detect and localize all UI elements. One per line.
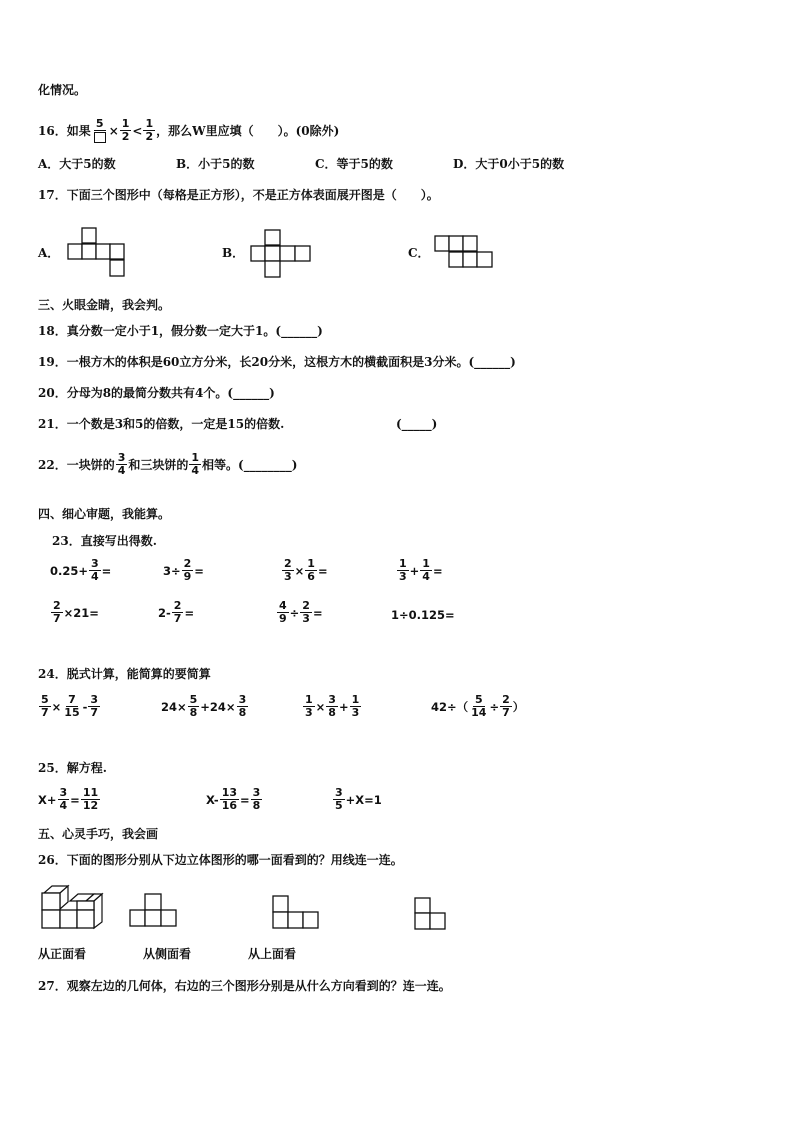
question-24-title: 24．脱式计算，能简算的要简算 bbox=[38, 667, 211, 681]
question-25-title: 25．解方程. bbox=[38, 761, 107, 775]
question-20: 20．分母为8的最简分数共有4个。(______) bbox=[38, 386, 275, 400]
q16-option-a: A．大于5的数 bbox=[38, 157, 116, 171]
q22-fraction-1: $\frac{3}{4}$ bbox=[117, 451, 126, 477]
q16-suffix: ，那么W里应填（ ）。(0除外) bbox=[156, 123, 340, 138]
q17-label-a: A． bbox=[38, 246, 60, 260]
q25-equation-1: X+ $\frac{3}{4}$ = $\frac{11}{12}$ bbox=[38, 786, 99, 812]
front-view-figure bbox=[130, 894, 176, 926]
question-17: 17．下面三个图形中（每格是正方形），不是正方体表面展开图是（ ）。 bbox=[38, 188, 439, 202]
q23-expr-4: $\frac{1}{3}$ + $\frac{1}{4}$ = bbox=[399, 557, 443, 583]
q16-fraction-2: $\frac{1}{2}$ bbox=[121, 117, 130, 143]
view-label-top: 从上面看 bbox=[248, 947, 297, 961]
q16-prefix: 16．如果 bbox=[38, 123, 91, 138]
q23-expr-8: 1÷0.125= bbox=[391, 608, 455, 622]
question-21: 21．一个数是3和5的倍数，一定是15的倍数. bbox=[38, 417, 285, 431]
question-23-title: 23．直接写出得数. bbox=[52, 534, 157, 548]
q23-expr-5: $\frac{2}{7}$ ×21= bbox=[53, 599, 99, 625]
side-view-figure bbox=[273, 896, 318, 928]
q22-fraction-2: $\frac{1}{4}$ bbox=[191, 451, 200, 477]
q25-equation-3: $\frac{3}{5}$ +X=1 bbox=[335, 786, 382, 812]
q23-expr-2: 3÷ $\frac{2}{9}$ = bbox=[163, 557, 204, 583]
q23-expr-3: $\frac{2}{3}$ × $\frac{1}{6}$ = bbox=[284, 557, 328, 583]
top-view-figure bbox=[415, 898, 445, 929]
view-label-front: 从正面看 bbox=[38, 947, 87, 961]
question-22: 22．一块饼的 $\frac{3}{4}$ 和三块饼的 $\frac{1}{4}$ 相等。(________) bbox=[38, 451, 298, 477]
section-4-heading: 四、细心审题，我能算。 bbox=[38, 507, 171, 521]
q23-expr-7: $\frac{4}{9}$ ÷ $\frac{2}{3}$ = bbox=[279, 599, 323, 625]
q24-expr-3: $\frac{1}{3}$ × $\frac{3}{8}$ + $\frac{1}{3}$ bbox=[305, 693, 360, 719]
q17-label-b: B． bbox=[222, 246, 245, 260]
solid-figure bbox=[42, 886, 102, 928]
question-16: 16．如果 5 × $\frac{1}{2}$ < $\frac{1}{2}$ ，那么W里应填（ ）。(0除外) bbox=[38, 117, 340, 143]
section-5-heading: 五、心灵手巧，我会画 bbox=[38, 827, 159, 841]
q24-expr-1: $\frac{5}{7}$ × $\frac{7}{15}$ - $\frac{3}{7}$ bbox=[41, 693, 99, 719]
q24-expr-4: 42÷（ $\frac{5}{14}$ ÷ $\frac{2}{7}$ ） bbox=[431, 693, 525, 719]
q17-label-c: C． bbox=[408, 246, 430, 260]
question-18: 18．真分数一定小于1，假分数一定大于1。(______) bbox=[38, 324, 323, 338]
q23-expr-6: 2- $\frac{2}{7}$ = bbox=[158, 599, 195, 625]
continued-text: 化情况。 bbox=[38, 83, 87, 97]
q16-option-d: D．大于0小于5的数 bbox=[453, 157, 565, 171]
question-19: 19．一根方木的体积是60立方分米，长20分米，这根方木的横截面积是3分米。(______) bbox=[38, 355, 516, 369]
q21-answer-blank: (_____) bbox=[396, 417, 438, 431]
q24-expr-2: 24× $\frac{5}{8}$ +24× $\frac{3}{8}$ bbox=[161, 693, 247, 719]
q16-option-b: B．小于5的数 bbox=[176, 157, 255, 171]
question-27: 27．观察左边的几何体，右边的三个图形分别是从什么方向看到的？连一连。 bbox=[38, 979, 451, 993]
q25-equation-2: X- $\frac{13}{16}$ = $\frac{3}{8}$ bbox=[206, 786, 261, 812]
section-3-heading: 三、火眼金睛，我会判。 bbox=[38, 298, 171, 312]
q16-fraction-1: 5 bbox=[92, 118, 108, 143]
q16-option-c: C．等于5的数 bbox=[315, 157, 393, 171]
view-label-side: 从侧面看 bbox=[143, 947, 192, 961]
question-26: 26．下面的图形分别从下边立体图形的哪一面看到的？用线连一连。 bbox=[38, 853, 403, 867]
q16-fraction-3: $\frac{1}{2}$ bbox=[145, 117, 154, 143]
q23-expr-1: 0.25+ $\frac{3}{4}$ = bbox=[50, 557, 112, 583]
